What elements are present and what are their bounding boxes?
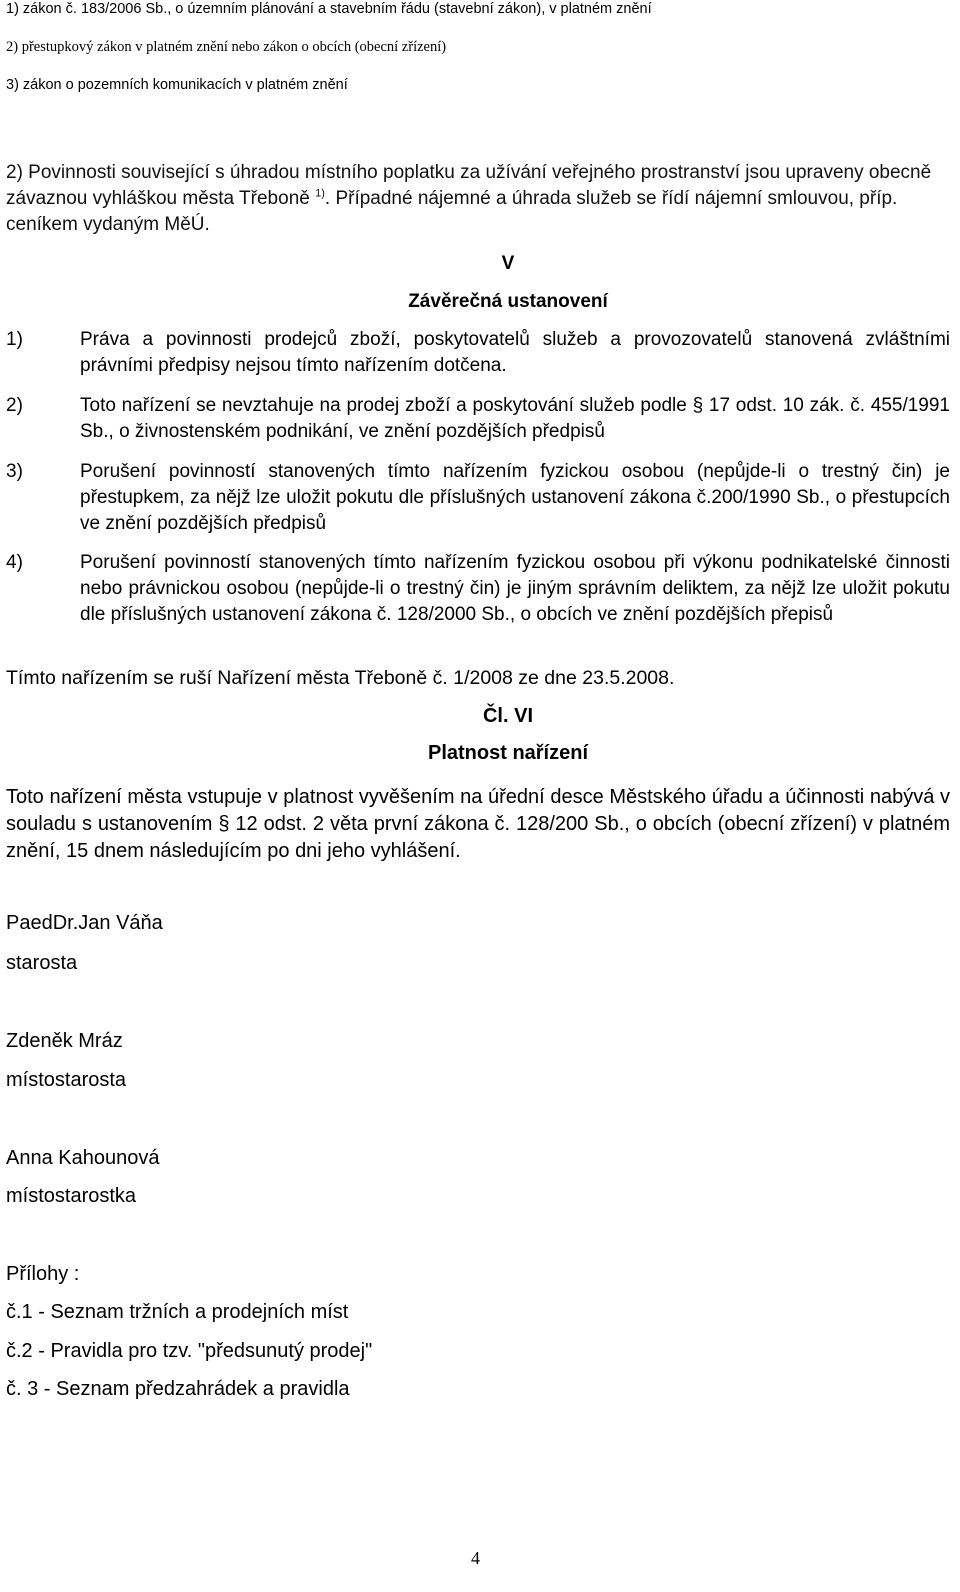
- list-item: [6, 550, 950, 628]
- list-item-number: 2): [6, 395, 23, 416]
- page-number: 4: [471, 1548, 480, 1568]
- footnote-1: 1) zákon č. 183/2006 Sb., o územním plánování a stavebním řádu (stavební zákon), v platném znění: [6, 1, 652, 17]
- paragraph-fees: 2) Povinnosti související s úhradou místního poplatku za užívání veřejného prostranství jsou upraveny obecně závaznou vyhláškou města Třeboně $^{1)}$. Případné nájemné a úhrada služeb se řídí nájemní smlouvou, příp. ceníkem vydaným MěÚ.: [6, 162, 932, 235]
- footnote-ref: 1): [315, 187, 325, 200]
- list-item: [6, 327, 950, 379]
- repeal-statement: Tímto nařízením se ruší Nařízení města Třeboně č. 1/2008 ze dne 23.5.2008.: [6, 667, 675, 689]
- attachment-item: č. 3 - Seznam předzahrádek a pravidla: [6, 1378, 350, 1400]
- signatory-role: starosta: [6, 952, 78, 974]
- signatory-role: místostarostka: [6, 1185, 137, 1207]
- list-item: [6, 459, 950, 537]
- validity-paragraph: Toto nařízení města vstupuje v platnost vyvěšením na úřední desce Městského úřadu a účinnosti nabývá v souladu s ustanovením § 12 odst. 2 věta první zákona č. 128/200 Sb., o obcích (obecní zřízení) v platném znění, 15 dnem následujícím po dni jeho vyhlášení.: [6, 786, 950, 862]
- attachments-label: Přílohy :: [6, 1263, 80, 1285]
- list-item-number: 4): [6, 552, 23, 573]
- footnote-3: 3) zákon o pozemních komunikacích v platném znění: [6, 77, 348, 93]
- footnote-2: 2) přestupkový zákon v platném znění nebo zákon o obcích (obecní zřízení): [6, 39, 447, 55]
- article-number: Čl. VI: [482, 705, 533, 727]
- list-item-text: Práva a povinnosti prodejců zboží, poskytovatelů služeb a provozovatelů stanovená zvláštními právními předpisy nejsou tímto nařízením dotčena.: [80, 329, 950, 376]
- list-item-text: Toto nařízení se nevztahuje na prodej zboží a poskytování služeb podle § 17 odst. 10 zák. č. 455/1991 Sb., o živnostenském podnikání, ve znění pozdějších předpisů: [80, 395, 950, 442]
- signatory-name: PaedDr.Jan Váňa: [6, 912, 163, 934]
- list-item-text: Porušení povinností stanovených tímto nařízením fyzickou osobou (nepůjde-li o trestný čin) je přestupkem, za nějž lze uložit pokutu dle příslušných ustanovení zákona č.200/1990 Sb., o přestupcích ve znění pozdějších předpisů: [80, 461, 950, 534]
- list-item-number: 1): [6, 329, 23, 350]
- signatory-name: Zdeněk Mráz: [6, 1030, 123, 1052]
- article-title: Platnost nařízení: [427, 742, 589, 764]
- signatory-role: místostarosta: [6, 1069, 127, 1091]
- signatory-name: Anna Kahounová: [6, 1147, 160, 1169]
- list-item-number: 3): [6, 461, 23, 482]
- section-number: V: [501, 253, 515, 274]
- list-item-text: Porušení povinností stanovených tímto nařízením fyzickou osobou při výkonu podnikatelské činnosti nebo právnickou osobou (nepůjde-li o trestný čin) je jiným správním deliktem, za nějž lze uložit pokutu dle příslušných ustanovení zákona č. 128/2000 Sb., o obcích ve znění pozdějších přepisů: [80, 552, 950, 625]
- attachment-item: č.2 - Pravidla pro tzv. "předsunutý prodej": [6, 1340, 373, 1362]
- attachment-item: č.1 - Seznam tržních a prodejních míst: [6, 1301, 349, 1323]
- section-title: Závěrečná ustanovení: [408, 291, 608, 312]
- list-item: [6, 393, 950, 445]
